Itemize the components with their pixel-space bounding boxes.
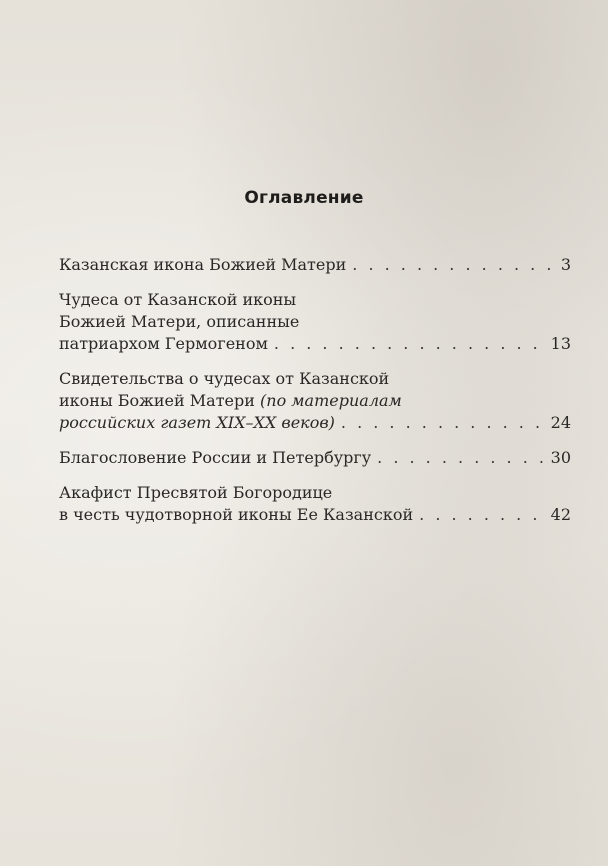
toc-page-number: 3 <box>560 255 571 274</box>
toc-entry-title: иконы Божией Матери <box>59 391 255 410</box>
toc-entry-line: Чудеса от Казанской иконы <box>59 290 297 309</box>
toc-page-number: 13 <box>550 334 571 353</box>
toc-entry-title: Казанская икона Божией Матери <box>59 255 347 274</box>
toc-page-number: 42 <box>550 505 571 524</box>
toc-entry-title: в честь чудотворной иконы Ее Казанской <box>59 505 414 524</box>
toc-entry-line: Божией Матери, описанные <box>59 312 300 331</box>
toc-entry[interactable] <box>59 482 571 526</box>
toc-entry-line <box>59 504 571 526</box>
toc-entry-line: Свидетельства о чудесах от Казанской <box>59 369 390 388</box>
dot-leader <box>341 412 547 434</box>
toc-entry[interactable] <box>59 368 571 434</box>
toc-entry-line <box>59 412 571 434</box>
page-title: Оглавление <box>244 188 364 208</box>
toc-entry-line <box>59 333 571 355</box>
dot-leader <box>352 254 557 276</box>
table-of-contents <box>59 254 571 539</box>
toc-entry-title: патриархом Гермогеном <box>59 334 268 353</box>
toc-entry-line <box>59 447 571 469</box>
toc-page-number: 30 <box>550 448 571 467</box>
toc-entry[interactable] <box>59 289 571 355</box>
toc-entry-subtitle: российских газет XIX–XX веков) <box>59 413 335 432</box>
dot-leader <box>274 333 547 355</box>
toc-entry-line <box>59 390 571 412</box>
toc-entry-line: Акафист Пресвятой Богородице <box>59 483 333 502</box>
toc-entry[interactable] <box>59 447 571 469</box>
dot-leader <box>377 447 546 469</box>
toc-entry[interactable] <box>59 254 571 276</box>
toc-page-number: 24 <box>550 413 571 432</box>
toc-entry-line <box>59 254 571 276</box>
toc-entry-subtitle: (по материалам <box>260 391 402 410</box>
dot-leader <box>419 504 547 526</box>
toc-entry-title: Благословение России и Петербургу <box>59 448 372 467</box>
